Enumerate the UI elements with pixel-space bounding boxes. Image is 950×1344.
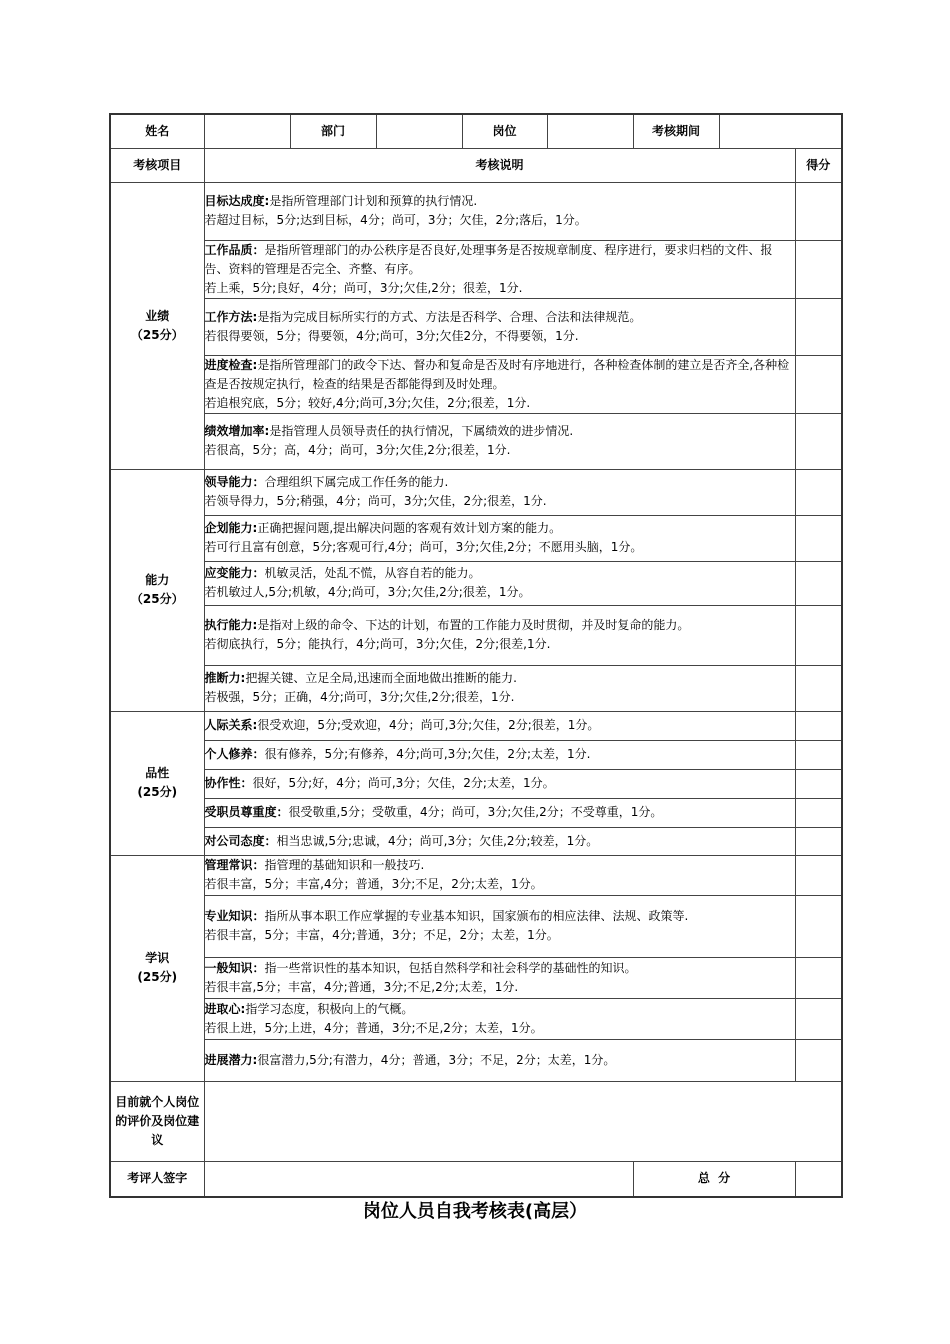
criterion-description — [204, 1039, 795, 1081]
criterion-line — [205, 774, 795, 793]
criterion-line — [205, 356, 795, 394]
category-cell — [110, 855, 204, 1081]
period-field[interactable] — [719, 114, 842, 148]
criterion-line — [205, 241, 795, 279]
criterion-row — [110, 1039, 842, 1081]
criterion-term: 协作性： — [204, 776, 253, 790]
criterion-text: 是指为完成目标所实行的方式、方法是否科学、合理、合法和法律规范。 — [257, 309, 642, 324]
criterion-row — [110, 561, 842, 605]
score-field[interactable] — [795, 957, 842, 998]
signature-label: 考评人签字 — [110, 1161, 204, 1197]
criterion-line — [205, 1000, 795, 1019]
criterion-row — [110, 298, 842, 355]
category-name: 品性 — [145, 766, 170, 780]
criterion-line — [205, 519, 795, 538]
criterion-line — [205, 192, 795, 211]
score-field[interactable] — [795, 561, 842, 605]
criterion-term: 对公司态度： — [204, 833, 277, 848]
criterion-row — [110, 998, 842, 1039]
score-field[interactable] — [795, 605, 842, 665]
criterion-scale: 若很丰富，5分；丰富,4分；普通，3分;不足，2分;太差，1分。 — [204, 877, 543, 891]
score-field[interactable] — [795, 413, 842, 469]
criterion-text: 很受敬重,5分；受敬重，4分；尚可，3分;欠佳,2分；不受尊重，1分。 — [288, 805, 663, 819]
period-label: 考核期间 — [633, 114, 719, 148]
criterion-description — [204, 798, 795, 827]
total-score-field[interactable] — [795, 1161, 842, 1197]
criterion-row — [110, 355, 842, 413]
header-row — [110, 114, 842, 148]
name-label: 姓名 — [110, 114, 204, 148]
score-field[interactable] — [795, 240, 842, 298]
criterion-row — [110, 182, 842, 240]
criterion-scale: 若机敏过人,5分;机敏，4分;尚可，3分;欠佳,2分;很差，1分。 — [204, 585, 531, 599]
criterion-description — [204, 515, 795, 561]
criterion-line — [205, 564, 795, 583]
criterion-text: 指所从事本职工作应掌握的专业基本知识，国家颁布的相应法律、法规、政策等. — [264, 909, 689, 923]
criterion-line — [205, 907, 795, 926]
score-field[interactable] — [795, 895, 842, 957]
criterion-line — [205, 716, 795, 735]
criterion-term: 管理常识： — [204, 858, 265, 872]
criterion-text: 是指所管理部门的政令下达、督办和复命是否及时有序地进行，各种检查体制的建立是否齐全,各种检查是否按规定执行，检查的结果是否都能得到及时处理。 — [204, 357, 790, 391]
criterion-scale: 若很丰富,5分；丰富，4分;普通，3分;不足,2分;太差，1分. — [204, 979, 519, 994]
criterion-term: 专业知识： — [204, 909, 265, 923]
category-points: （25分） — [130, 592, 184, 606]
evaluation-row — [110, 1081, 842, 1161]
criterion-row — [110, 605, 842, 665]
category-points: (25分) — [137, 970, 178, 984]
criterion-scale: 若领导得力，5分;稍强，4分；尚可，3分;欠佳，2分;很差，1分. — [204, 494, 547, 508]
criterion-scale: 若追根究底，5分；较好,4分;尚可,3分;欠佳，2分;很差，1分. — [204, 395, 531, 410]
criterion-line — [205, 422, 795, 441]
criterion-scale: 若很上进，5分;上进，4分；普通，3分;不足,2分；太差，1分。 — [204, 1020, 543, 1035]
criterion-description — [204, 182, 795, 240]
category-cell — [110, 469, 204, 711]
category-points: （25分） — [130, 327, 184, 342]
criterion-text: 是指管理人员领导责任的执行情况，下属绩效的进步情况. — [269, 424, 574, 438]
score-column-header: 得分 — [795, 148, 842, 182]
criterion-row — [110, 827, 842, 855]
criterion-term: 进取心: — [204, 1001, 246, 1016]
criterion-row — [110, 515, 842, 561]
criterion-term: 企划能力: — [204, 521, 258, 535]
score-field[interactable] — [795, 998, 842, 1039]
criterion-line — [205, 616, 795, 635]
criterion-term: 进展潜力: — [204, 1052, 258, 1067]
category-name: 学识 — [145, 951, 170, 965]
criterion-term: 领导能力： — [204, 475, 265, 489]
criterion-term: 受职员尊重度： — [204, 805, 289, 819]
criterion-line — [205, 803, 795, 822]
criterion-term: 一般知识： — [204, 960, 265, 975]
criterion-text: 合理组织下属完成工作任务的能力. — [264, 475, 449, 489]
score-field[interactable] — [795, 298, 842, 355]
post-label: 岗位 — [462, 114, 547, 148]
score-field[interactable] — [795, 827, 842, 855]
criterion-description — [204, 957, 795, 998]
criterion-description — [204, 827, 795, 855]
criterion-text: 指学习态度，积极向上的气概。 — [245, 1001, 414, 1016]
criterion-description — [204, 740, 795, 769]
criterion-term: 进度检查: — [204, 357, 258, 372]
criterion-description — [204, 711, 795, 740]
category-cell — [110, 182, 204, 469]
criterion-text: 是指所管理部门的办公秩序是否良好,处理事务是否按规章制度、程序进行，要求归档的文件、报告、资料的管理是否完全、齐整、有序。 — [204, 242, 773, 276]
score-field[interactable] — [795, 515, 842, 561]
page-title: 岗位人员自我考核表(高层） — [362, 1201, 588, 1222]
criterion-line — [205, 959, 795, 978]
criterion-description — [204, 998, 795, 1039]
signature-field[interactable] — [204, 1161, 633, 1197]
criterion-text: 机敏灵活，处乱不慌，从容自若的能力。 — [264, 566, 481, 580]
criterion-description — [204, 469, 795, 515]
criterion-row — [110, 957, 842, 998]
criterion-scale: 若很丰富，5分；丰富，4分;普通，3分；不足，2分；太差，1分。 — [204, 928, 559, 942]
criterion-line — [205, 856, 795, 875]
category-points: (25分) — [137, 785, 178, 799]
desc-column-header: 考核说明 — [204, 148, 795, 182]
criterion-term: 推断力: — [204, 671, 246, 685]
criterion-description — [204, 413, 795, 469]
criterion-description — [204, 298, 795, 355]
criterion-term: 工作方法: — [204, 309, 258, 324]
score-field[interactable] — [795, 469, 842, 515]
criterion-description — [204, 665, 795, 711]
score-field[interactable] — [795, 355, 842, 413]
score-field[interactable] — [795, 798, 842, 827]
criterion-text: 正确把握问题,提出解决问题的客观有效计划方案的能力。 — [257, 521, 562, 535]
criterion-scale: 若上乘，5分;良好，4分；尚可，3分;欠佳,2分；很差，1分. — [204, 280, 523, 295]
criterion-row — [110, 855, 842, 895]
criterion-text: 很富潜力,5分;有潜力，4分；普通，3分；不足，2分；太差，1分。 — [257, 1052, 616, 1067]
criterion-term: 执行能力: — [204, 618, 258, 632]
criterion-line — [205, 832, 795, 851]
category-name: 业绩 — [145, 308, 170, 323]
criterion-term: 目标达成度: — [204, 194, 270, 208]
post-field[interactable] — [547, 114, 633, 148]
criterion-line — [205, 1051, 795, 1070]
criterion-term: 个人修养： — [204, 747, 265, 761]
criterion-scale: 若彻底执行，5分；能执行，4分;尚可，3分;欠佳，2分;很差,1分. — [204, 637, 551, 651]
name-field[interactable] — [204, 114, 290, 148]
criterion-row — [110, 413, 842, 469]
criterion-text: 相当忠诚,5分;忠诚，4分；尚可,3分；欠佳,2分;较差，1分。 — [276, 833, 599, 848]
self-assessment-table — [109, 113, 843, 1198]
criterion-text: 很好，5分;好，4分；尚可,3分；欠佳，2分;太差，1分。 — [252, 776, 555, 790]
score-field[interactable] — [795, 665, 842, 711]
criterion-term: 工作品质： — [204, 242, 265, 257]
dept-label: 部门 — [290, 114, 376, 148]
criterion-description — [204, 240, 795, 298]
criterion-text: 是指对上级的命令、下达的计划，布置的工作能力及时贯彻，并及时复命的能力。 — [257, 618, 690, 632]
criterion-line — [205, 473, 795, 492]
criterion-description — [204, 855, 795, 895]
criterion-term: 绩效增加率: — [204, 424, 270, 438]
criterion-row — [110, 769, 842, 798]
item-column-header: 考核项目 — [110, 148, 204, 182]
evaluation-label: 目前就个人岗位的评价及岗位建议 — [110, 1081, 204, 1161]
dept-field[interactable] — [376, 114, 462, 148]
criterion-row — [110, 740, 842, 769]
criterion-scale: 若超过目标，5分;达到目标，4分；尚可，3分；欠佳，2分;落后，1分。 — [204, 213, 587, 227]
criterion-term: 应变能力： — [204, 566, 265, 580]
criterion-text: 指一些常识性的基本知识，包括自然科学和社会科学的基础性的知识。 — [264, 960, 637, 975]
criterion-row — [110, 240, 842, 298]
criterion-text: 很有修养，5分;有修养，4分;尚可,3分;欠佳，2分;太差，1分. — [264, 747, 591, 761]
column-header-row — [110, 148, 842, 182]
criterion-line — [205, 308, 795, 327]
criterion-description — [204, 605, 795, 665]
criterion-text: 把握关键、立足全局,迅速而全面地做出推断的能力. — [245, 671, 517, 685]
criterion-description — [204, 561, 795, 605]
criterion-description — [204, 355, 795, 413]
signature-row — [110, 1161, 842, 1197]
criterion-row — [110, 711, 842, 740]
score-field[interactable] — [795, 711, 842, 740]
criterion-term: 人际关系: — [204, 718, 258, 732]
total-label: 总 分 — [633, 1161, 795, 1197]
criterion-scale: 若很高，5分；高，4分；尚可，3分;欠佳,2分;很差，1分. — [204, 443, 511, 457]
criterion-description — [204, 895, 795, 957]
criterion-line — [205, 745, 795, 764]
criterion-scale: 若极强，5分；正确，4分;尚可，3分;欠佳,2分;很差，1分. — [204, 690, 515, 704]
score-field[interactable] — [795, 769, 842, 798]
criterion-row — [110, 895, 842, 957]
category-name: 能力 — [145, 573, 170, 587]
evaluation-field[interactable] — [204, 1081, 842, 1161]
criterion-row — [110, 469, 842, 515]
score-field[interactable] — [795, 855, 842, 895]
criterion-row — [110, 665, 842, 711]
score-field[interactable] — [795, 1039, 842, 1081]
criterion-description — [204, 769, 795, 798]
category-cell — [110, 711, 204, 855]
criterion-text: 是指所管理部门计划和预算的执行情况. — [269, 194, 478, 208]
criterion-text: 指管理的基础知识和一般技巧. — [264, 858, 425, 872]
criterion-row — [110, 798, 842, 827]
criterion-scale: 若很得要领，5分；得要领，4分;尚可，3分;欠佳2分，不得要领，1分. — [204, 328, 579, 343]
score-field[interactable] — [795, 182, 842, 240]
criterion-scale: 若可行且富有创意，5分;客观可行,4分；尚可，3分;欠佳,2分；不愿用头脑，1分。 — [204, 540, 643, 554]
criterion-line — [205, 669, 795, 688]
score-field[interactable] — [795, 740, 842, 769]
criterion-text: 很受欢迎，5分;受欢迎，4分；尚可,3分;欠佳，2分;很差，1分。 — [257, 718, 600, 732]
